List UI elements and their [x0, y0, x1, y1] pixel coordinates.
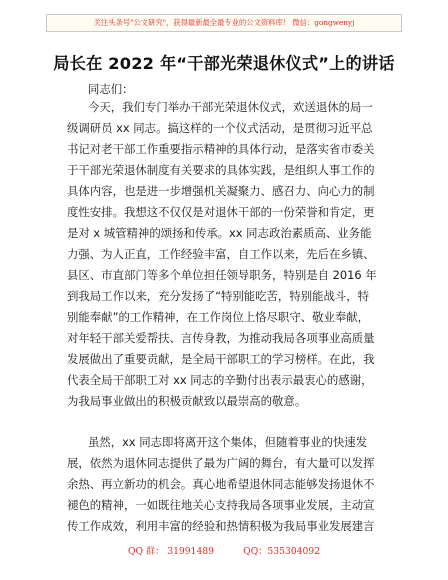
- body-text-line: 级调研员 xx 同志。搞这样的一个仪式活动，是贯彻习近平总: [67, 121, 373, 135]
- body-text-line: 度性安排。我想这不仅仅是对退休干部的一份荣誉和肯定，更: [67, 205, 375, 219]
- body-text-line: 别能奉献”的工作精神，在工作岗位上恪尽职守、敬业奉献，: [67, 310, 370, 324]
- body-text-line: 代表全局干部职工对 xx 同志的辛勤付出表示最衷心的感谢，: [67, 373, 373, 387]
- body-text-line: 对年轻干部关爱帮扶、言传身教，为推动我局各项事业高质量: [67, 331, 375, 345]
- salutation: 同志们：: [88, 82, 134, 96]
- body-text-line: 传工作成效，利用丰富的经验和热情积极为我局事业发展建言: [67, 519, 375, 533]
- body-text-line: 具体内容，也是进一步增强机关凝聚力、感召力、向心力的制: [67, 184, 375, 198]
- body-text-line: 书记对老干部工作重要指示精神的具体行动，是落实省市委关: [67, 142, 375, 156]
- document-title: 局长在 2022 年“干部光荣退休仪式”上的讲话: [53, 54, 395, 73]
- contact-footer: QQ 群： 31991489 QQ：535304092: [127, 546, 321, 557]
- body-text-line: 余热、再立新功的机会。真心地希望退休同志能够发扬退休不: [67, 477, 375, 491]
- body-text-line: 展，依然为退休同志提供了最为广阔的舞台，有大量可以发挥: [67, 456, 375, 470]
- promo-banner: 关注头条号"公文研究"，获得最新最全最专业的公文资料库！ 微信：gongwenyj: [46, 14, 402, 32]
- body-text-line: 县区、市直部门等多个单位担任领导职务，特别是自 2016 年: [67, 268, 377, 282]
- body-text-line: 褪色的精神，一如既往地关心支持我局各项事业发展，主动宣: [67, 498, 375, 512]
- body-text-line: 发展做出了重要贡献，是全局干部职工的学习榜样。在此，我: [67, 352, 375, 366]
- body-text-line: 是对 x 城管精神的颂扬和传承。xx 同志政治素质高、业务能: [67, 226, 372, 240]
- body-text-line: 于干部光荣退休制度有关要求的具体实践，是组织人事工作的: [67, 163, 375, 177]
- body-text-line: 到我局工作以来，充分发扬了“特别能吃苦，特别能战斗，特: [67, 289, 370, 303]
- body-text-line: 力强、为人正直，工作经验丰富，自工作以来，先后在乡镇、: [67, 247, 375, 261]
- body-text-line: 虽然，xx 同志即将离开这个集体，但随着事业的快速发: [88, 435, 368, 449]
- body-text-line: 今天，我们专门举办干部光荣退休仪式，欢送退休的局一: [88, 100, 373, 114]
- body-text-line: 为我局事业做出的积极贡献致以最崇高的敬意。: [67, 394, 307, 408]
